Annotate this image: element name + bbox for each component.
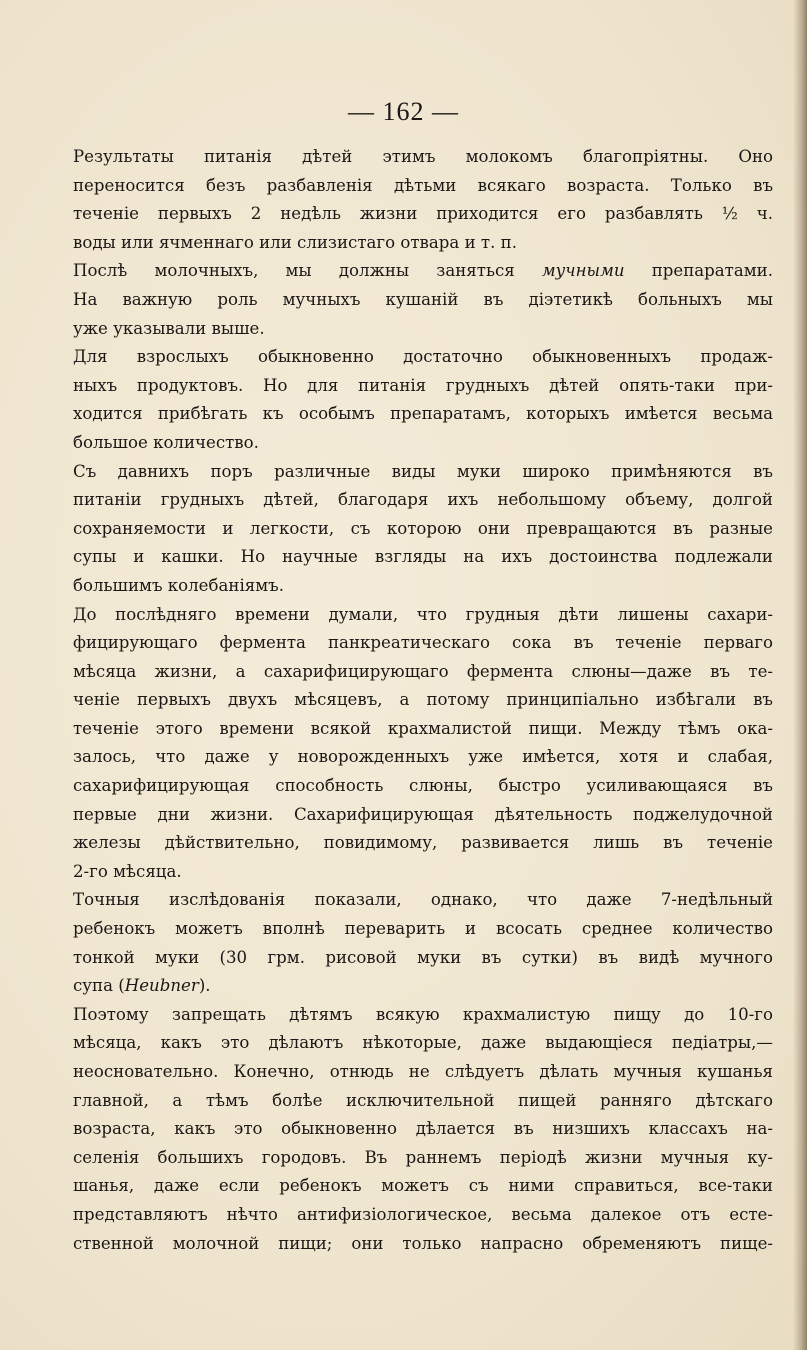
text-line: главной, а тѣмъ болѣе исключительной пищей ранняго дѣтскаго <box>73 1090 773 1110</box>
text-line: ченіе первыхъ двухъ мѣсяцевъ, а потому принципіально избѣгали въ <box>73 690 773 710</box>
text-line: ребенокъ можетъ вполнѣ переварить и всосать среднее количество <box>73 919 773 939</box>
text-line: неосновательно. Конечно, отнюдь не слѣдуетъ дѣлать мучныя кушанья <box>73 1062 773 1081</box>
text-line: большое количество. <box>73 432 259 452</box>
text-line: ственной молочной пищи; они только напрасно обременяютъ пище- <box>73 1233 773 1253</box>
text-line: питаніи грудныхъ дѣтей, благодаря ихъ небольшому объему, долгой <box>73 490 773 510</box>
text-line: Для взрослыхъ обыкновенно достаточно обыкновенныхъ продаж- <box>73 347 773 367</box>
text-line: На важную роль мучныхъ кушаній въ діэтетикѣ больныхъ мы <box>73 289 773 309</box>
body-text <box>73 143 773 1258</box>
text-line: Точныя изслѣдованія показали, однако, что даже 7-недѣльный <box>73 890 773 910</box>
text-line: большимъ колебаніямъ. <box>73 575 284 595</box>
text-line: селенія большихъ городовъ. Въ раннемъ періодѣ жизни мучныя ку- <box>73 1147 773 1167</box>
text-line: железы дѣйствительно, повидимому, развивается лишь въ теченіе <box>73 833 773 853</box>
text-line: переносится безъ разбавленія дѣтьми всякаго возраста. Только въ <box>73 175 773 195</box>
text-line: сахарифицирующая способность слюны, быстро усиливающаяся въ <box>73 776 773 796</box>
text-line: супа (Heubner). <box>73 976 211 996</box>
text-line: шанья, даже если ребенокъ можетъ съ ними справиться, все-таки <box>73 1176 773 1196</box>
text-line: Результаты питанія дѣтей этимъ молокомъ благопріятны. Оно <box>73 147 773 166</box>
text-line: Поэтому запрещать дѣтямъ всякую крахмалистую пищу до 10-го <box>73 1004 773 1024</box>
text-line: До послѣдняго времени думали, что грудныя дѣти лишены сахари- <box>73 604 773 624</box>
text-line: первые дни жизни. Сахарифицирующая дѣятельность поджелудочной <box>73 804 773 824</box>
text-line: теченіе первыхъ 2 недѣль жизни приходится его разбавлять ½ ч. <box>73 204 773 224</box>
page-number: — 162 — <box>348 97 459 126</box>
text-line: мѣсяца жизни, а сахарифицирующаго фермента слюны—даже въ те- <box>73 661 773 681</box>
text-line: представляютъ нѣчто антифизіологическое, весьма далекое отъ есте- <box>73 1204 773 1224</box>
text-line: возраста, какъ это обыкновенно дѣлается въ низшихъ классахъ на- <box>73 1119 773 1139</box>
text-line: Послѣ молочныхъ, мы должны заняться мучными препаратами. <box>73 261 773 281</box>
text-line: супы и кашки. Но научные взгляды на ихъ достоинства подлежали <box>73 547 773 567</box>
text-line: 2-го мѣсяца. <box>73 861 182 881</box>
page-edge-shadow <box>793 0 807 1350</box>
text-line: фицирующаго фермента панкреатическаго сока въ теченіе перваго <box>73 633 773 653</box>
text-line: сохраняемости и легкости, съ которою они превращаются въ разные <box>73 518 773 538</box>
text-line: ныхъ продуктовъ. Но для питанія грудныхъ дѣтей опять-таки при- <box>73 375 773 395</box>
text-line: тонкой муки (30 грм. рисовой муки въ сутки) въ видѣ мучного <box>73 947 773 967</box>
text-line: Съ давнихъ поръ различные виды муки широко примѣняются въ <box>73 461 773 481</box>
text-line: уже указывали выше. <box>73 318 265 338</box>
text-line: ходится прибѣгать къ особымъ препаратамъ, которыхъ имѣется весьма <box>73 404 773 424</box>
text-line: воды или ячменнаго или слизистаго отвара и т. п. <box>73 232 517 252</box>
text-line: теченіе этого времени всякой крахмалистой пищи. Между тѣмъ ока- <box>73 718 773 738</box>
text-line: мѣсяца, какъ это дѣлаютъ нѣкоторые, даже выдающіеся педіатры,— <box>73 1033 773 1053</box>
text-line: залось, что даже у новорожденныхъ уже имѣется, хотя и слабая, <box>73 747 773 767</box>
